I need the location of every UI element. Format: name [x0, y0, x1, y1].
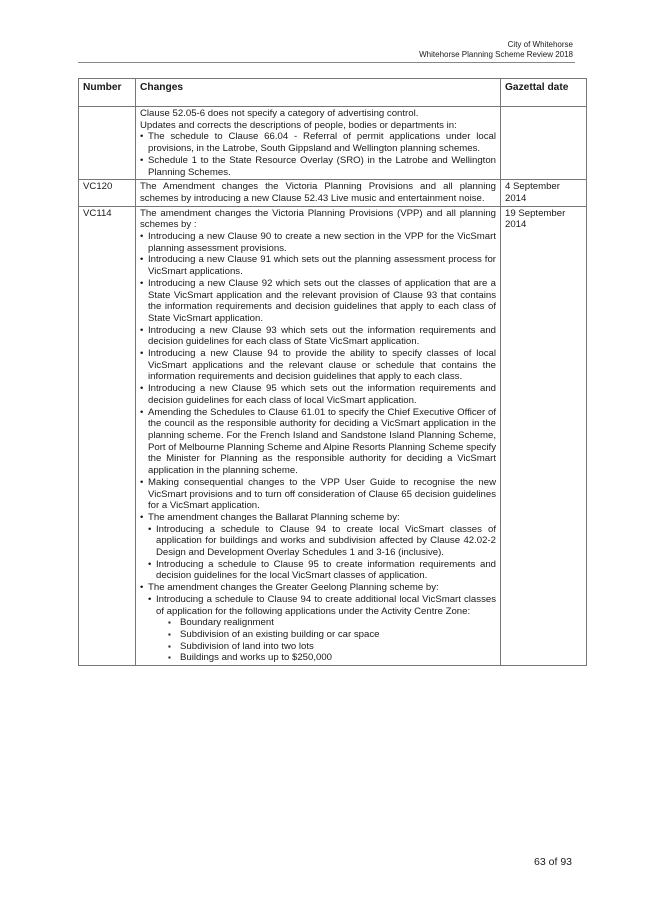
col-header-number: Number: [79, 79, 136, 107]
table-header-row: [79, 79, 587, 107]
header-doc-title: Whitehorse Planning Scheme Review 2018: [419, 50, 573, 59]
changes-paragraph: Clause 52.05-6 does not specify a category of advertising control.: [140, 108, 419, 119]
list-item: [140, 512, 496, 524]
list-item: • Introducing a new Clause 91 which sets out the planning assessment process for VicSmart applications.: [140, 254, 496, 277]
table-row: [79, 180, 587, 206]
list-item: • Schedule 1 to the State Resource Overlay (SRO) in the Latrobe and Wellington Planning Schemes.: [140, 155, 496, 178]
table-row: [79, 206, 587, 665]
list-item: ▪ Subdivision of an existing building or car space: [140, 629, 496, 641]
row-number: [79, 107, 136, 180]
row-gazettal-date: [501, 107, 587, 180]
list-item: • Introducing a schedule to Clause 95 to create information requirements and decision guidelines for the local VicSmart classes of application.: [140, 559, 496, 582]
header-org: City of Whitehorse: [507, 40, 573, 49]
list-item: ▪ Boundary realignment: [140, 617, 496, 629]
changes-paragraph: The Amendment changes the Victoria Planning Provisions and all planning schemes by introducing a new Clause 52.43 Live music and entertainment noise.: [140, 181, 496, 204]
list-item: • The schedule to Clause 66.04 - Referral of permit applications under local provisions, in the Latrobe, South Gippsland and Wellington planning schemes.: [140, 131, 496, 154]
page-number: 63 of 93: [534, 856, 572, 868]
header-divider: [78, 62, 575, 63]
table-row: [79, 107, 587, 180]
list-item: • Introducing a schedule to Clause 94 to create additional local VicSmart classes of application for the following applications under the Activity Centre Zone:: [140, 594, 496, 617]
list-item: • Introducing a new Clause 90 to create a new section in the VPP for the VicSmart planning assessment provisions.: [140, 231, 496, 254]
list-item: • Making consequential changes to the VPP User Guide to recognise the new VicSmart provisions and to turn off consideration of Clause 65 decision guidelines for a VicSmart application.: [140, 477, 496, 512]
row-number: VC120: [79, 180, 136, 206]
list-item: • Introducing a new Clause 92 which sets out the classes of application that are a State VicSmart application and the relevant provision of Clause 93 that contains the information requirements and decision guidelines that apply to each class of State VicSmart application.: [140, 278, 496, 325]
list-item: ▪ Subdivision of land into two lots: [140, 641, 496, 653]
list-item: • Introducing a new Clause 93 which sets out the information requirements and decision guidelines for each class of State VicSmart application.: [140, 325, 496, 348]
row-changes: [136, 180, 501, 206]
list-item: [140, 582, 496, 594]
geelong-intro: The amendment changes the Greater Geelong Planning scheme by:: [148, 582, 439, 594]
row-gazettal-date: 19 September 2014: [501, 206, 587, 665]
col-header-gazettal-date: Gazettal date: [501, 79, 587, 107]
changes-paragraph: The amendment changes the Victoria Planning Provisions (VPP) and all planning schemes by :: [140, 207, 496, 231]
col-header-changes: Changes: [136, 79, 501, 107]
row-gazettal-date: 4 September 2014: [501, 180, 587, 206]
list-item: • Amending the Schedules to Clause 61.01 to specify the Chief Executive Officer of the council as the responsible authority for deciding a VicSmart application in the planning scheme. For the French Island and Sandstone Island Planning Scheme, Port of Melbourne Planning Scheme and Alpine Resorts Planning Scheme specify the Minister for Planning as the responsible authority for deciding a VicSmart application in the planning scheme.: [140, 407, 496, 477]
changes-paragraph: Updates and corrects the descriptions of people, bodies or departments in:: [140, 119, 457, 131]
list-item: • Introducing a new Clause 95 which sets out the information requirements and decision guidelines for each class of local VicSmart application.: [140, 383, 496, 406]
row-changes: [136, 206, 501, 665]
row-number: VC114: [79, 206, 136, 665]
row-changes: [136, 107, 501, 180]
page-header: [419, 40, 573, 60]
list-item: ▪ Buildings and works up to $250,000: [140, 652, 496, 664]
list-item: • Introducing a new Clause 94 to provide the ability to specify classes of local VicSmart applications and the relevant clause or schedule that contains the information requirements and decision guidelines that apply to each class.: [140, 348, 496, 383]
ballarat-intro: The amendment changes the Ballarat Planning scheme by:: [148, 511, 400, 523]
list-item: • Introducing a schedule to Clause 94 to create local VicSmart classes of application for buildings and works and subdivision affected by Clause 42.02-2 Design and Development Overlay Schedules 1 and 3-16 (inclusive).: [140, 524, 496, 559]
amendments-table: [78, 78, 587, 666]
